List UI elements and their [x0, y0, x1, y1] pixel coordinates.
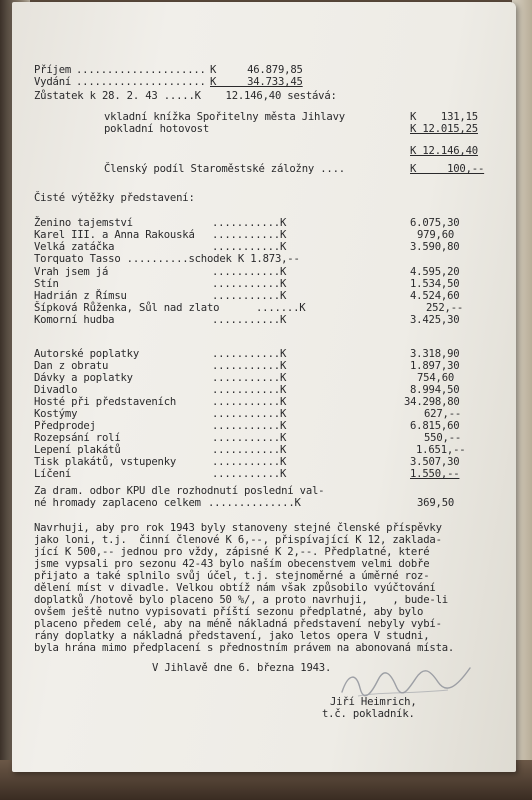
expense-label: Předprodej — [34, 420, 96, 432]
proceeds-value: 3.590,80 — [410, 241, 460, 253]
proceeds-dots: ...........K — [212, 217, 287, 229]
proceeds-value: 6.075,30 — [410, 217, 460, 229]
expense-value: 8.994,50 — [410, 384, 460, 396]
proceeds-value: 979,60 — [417, 229, 455, 241]
vydani-dots: ..................... — [76, 76, 206, 88]
paragraph-line: doplatků /hotově bylo placeno 50 %/, a proto navrhuji, , bude-li — [34, 594, 448, 606]
expense-label: Hosté při představeních — [34, 396, 177, 408]
expense-value: 3.318,90 — [410, 348, 460, 360]
expense-dots: ...........K — [212, 420, 287, 432]
expense-value: 1.550,-- — [410, 468, 460, 480]
expense-label: Dan z obratu — [34, 360, 109, 372]
paragraph-line: jako loni, t.j. činní členové K 6,--, přispívající K 12, zaklada- — [34, 534, 442, 546]
signature-name: Jiří Heimrich, — [330, 696, 417, 708]
proceeds-value: 252,-- — [426, 302, 464, 314]
balance-label: Členský podíl Staroměstské záložny .... — [104, 163, 345, 175]
proceeds-dots: ...........K — [212, 278, 287, 290]
proceeds-deficit-line: Torquato Tasso ..........schodek K 1.873,-- — [34, 253, 300, 265]
proceeds-value: 4.524,60 — [410, 290, 460, 302]
paragraph-line: placeno předem celé, aby na méně nákladná představení nebyly vybí- — [34, 618, 442, 630]
paragraph-line: jsme vypsali pro sezonu 42-43 bylo naším obecenstvem velmi dobře — [34, 558, 430, 570]
balance-value: K 12.015,25 — [410, 123, 478, 135]
paragraph-line: rány doplatky a nákladná představení, jako letos opera V studni, — [34, 630, 430, 642]
expense-dots: ...........K — [212, 468, 287, 480]
expense-label: Rozepsání rolí — [34, 432, 121, 444]
proceeds-dots: ...........K — [212, 290, 287, 302]
expense-dots: ...........K — [212, 432, 287, 444]
expense-label: Autorské poplatky — [34, 348, 140, 360]
proceeds-dots: ...........K — [212, 266, 287, 278]
expense-label: Divadlo — [34, 384, 78, 396]
proceeds-title: Čisté výtěžky představení: — [34, 192, 195, 204]
expense-value: 754,60 — [417, 372, 455, 384]
odbor-dots: ..............K — [208, 497, 301, 509]
expense-dots: ...........K — [212, 408, 287, 420]
proceeds-label: Šípková Růženka, Sůl nad zlato — [34, 302, 220, 314]
expense-value: 3.507,30 — [410, 456, 460, 468]
expense-value: 1.651,-- — [416, 444, 466, 456]
balance-total: K 12.146,40 — [410, 145, 478, 157]
expense-dots: ...........K — [212, 372, 287, 384]
expense-value: 1.897,30 — [410, 360, 460, 372]
signature-role: t.č. pokladník. — [322, 708, 415, 720]
expense-label: Lepení plakátů — [34, 444, 121, 456]
expense-dots: ...........K — [212, 360, 287, 372]
proceeds-label: Vrah jsem já — [34, 266, 109, 278]
proceeds-dots: ...........K — [212, 241, 287, 253]
expense-dots: ...........K — [212, 348, 287, 360]
proceeds-label: Komorní hudba — [34, 314, 115, 326]
expense-dots: ...........K — [212, 444, 287, 456]
zustatek-line: Zůstatek k 28. 2. 43 .....K 12.146,40 sestává: — [34, 90, 337, 102]
paragraph-line: jící K 500,-- jednou pro vždy, zápisné K 2,--. Předplatné, které — [34, 546, 430, 558]
date-line: V Jihlavě dne 6. března 1943. — [152, 662, 332, 674]
proceeds-value: 4.595,20 — [410, 266, 460, 278]
expense-label: Dávky a poplatky — [34, 372, 133, 384]
prijem-value: K 46.879,85 — [210, 64, 303, 76]
vydani-value: K 34.733,45 — [210, 76, 303, 88]
balance-label: vkladní knížka Spořitelny města Jihlavy — [104, 111, 345, 123]
balance-value: K 100,-- — [410, 163, 485, 175]
expense-dots: ...........K — [212, 396, 287, 408]
proceeds-label: Stín — [34, 278, 59, 290]
paragraph-line: přijato a také splnilo svůj účel, t.j. stejnoměrné a úměrné roz- — [34, 570, 430, 582]
proceeds-value: 1.534,50 — [410, 278, 460, 290]
expense-value: 6.815,60 — [410, 420, 460, 432]
proceeds-label: Hadrián z Římsu — [34, 290, 127, 302]
expense-dots: ...........K — [212, 384, 287, 396]
proceeds-dots: ...........K — [212, 229, 287, 241]
balance-label: pokladní hotovost — [104, 123, 210, 135]
expense-value: 550,-- — [424, 432, 462, 444]
paragraph-line: dělení míst v divadle. Velkou obtíž nám však způsobilo vyúčtování — [34, 582, 436, 594]
paragraph-line: ovšem ještě nutno vypisovati příští sezonu předplatné, aby bylo — [34, 606, 424, 618]
odbor-value: 369,50 — [417, 497, 455, 509]
expense-value: 34.298,80 — [404, 396, 460, 408]
expense-value: 627,-- — [424, 408, 462, 420]
proceeds-label: Velká zatáčka — [34, 241, 115, 253]
proceeds-dots: ...........K — [212, 314, 287, 326]
typewritten-page — [12, 2, 516, 772]
odbor-line-2: né hromady zaplaceno celkem — [34, 497, 201, 509]
proceeds-label: Ženino tajemství — [34, 217, 133, 229]
expense-dots: ...........K — [212, 456, 287, 468]
proceeds-value: 3.425,30 — [410, 314, 460, 326]
prijem-dots: ..................... — [76, 64, 206, 76]
expense-label: Tisk plakátů, vstupenky — [34, 456, 177, 468]
vydani-label: Vydání — [34, 76, 72, 88]
proceeds-dots: .......K — [256, 302, 306, 314]
odbor-line-1: Za dram. odbor KPU dle rozhodnutí poslední val- — [34, 485, 325, 497]
expense-label: Kostýmy — [34, 408, 78, 420]
paragraph-line: Navrhuji, aby pro rok 1943 byly stanoveny stejné členské příspěvky — [34, 522, 442, 534]
prijem-label: Příjem — [34, 64, 72, 76]
paragraph-line: byla hrána mimo předplacení s přednostním právem na abonovaná místa. — [34, 642, 455, 654]
expense-label: Líčení — [34, 468, 72, 480]
balance-value: K 131,15 — [410, 111, 478, 123]
proceeds-label: Karel III. a Anna Rakouská — [34, 229, 195, 241]
